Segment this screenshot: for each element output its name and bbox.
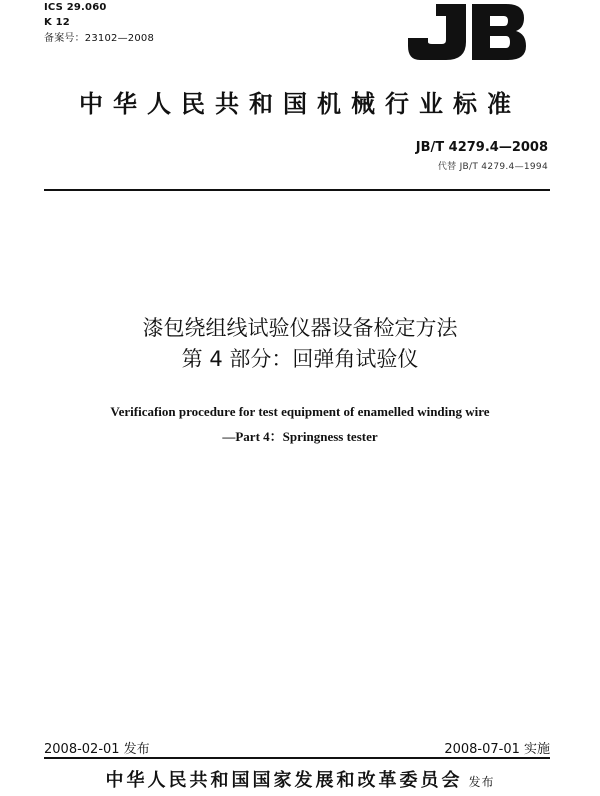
issuer-name: 中华人民共和国国家发展和改革委员会 <box>105 770 463 791</box>
header-divider <box>44 189 550 191</box>
standard-number: JB/T 4279.4—2008 <box>415 140 548 155</box>
issuing-authority <box>0 766 600 792</box>
replaced-standard: 代替 JB/T 4279.4—1994 <box>437 162 548 172</box>
ics-code: ICS 29.060 <box>44 2 107 13</box>
issuer-suffix: 发布 <box>468 775 495 789</box>
organization-header: 中华人民共和国机械行业标准 <box>79 90 521 118</box>
jb-logo <box>406 2 526 62</box>
issue-date: 2008-02-01 发布 <box>44 742 150 757</box>
title-english-line1: Verificafion procedure for test equipment of enamelled winding wire <box>110 404 490 419</box>
footer-divider <box>44 757 550 759</box>
implementation-date: 2008-07-01 实施 <box>444 742 550 757</box>
filing-number: 备案号：23102—2008 <box>44 33 155 44</box>
classification-code: K 12 <box>44 17 70 28</box>
title-chinese-line1: 漆包绕组线试验仪器设备检定方法 <box>142 316 458 340</box>
title-chinese-line2: 第 4 部分：回弹角试验仪 <box>181 347 419 371</box>
title-english-line2: —Part 4：Springness tester <box>222 429 378 444</box>
jb-logo-text: JB <box>466 37 467 38</box>
